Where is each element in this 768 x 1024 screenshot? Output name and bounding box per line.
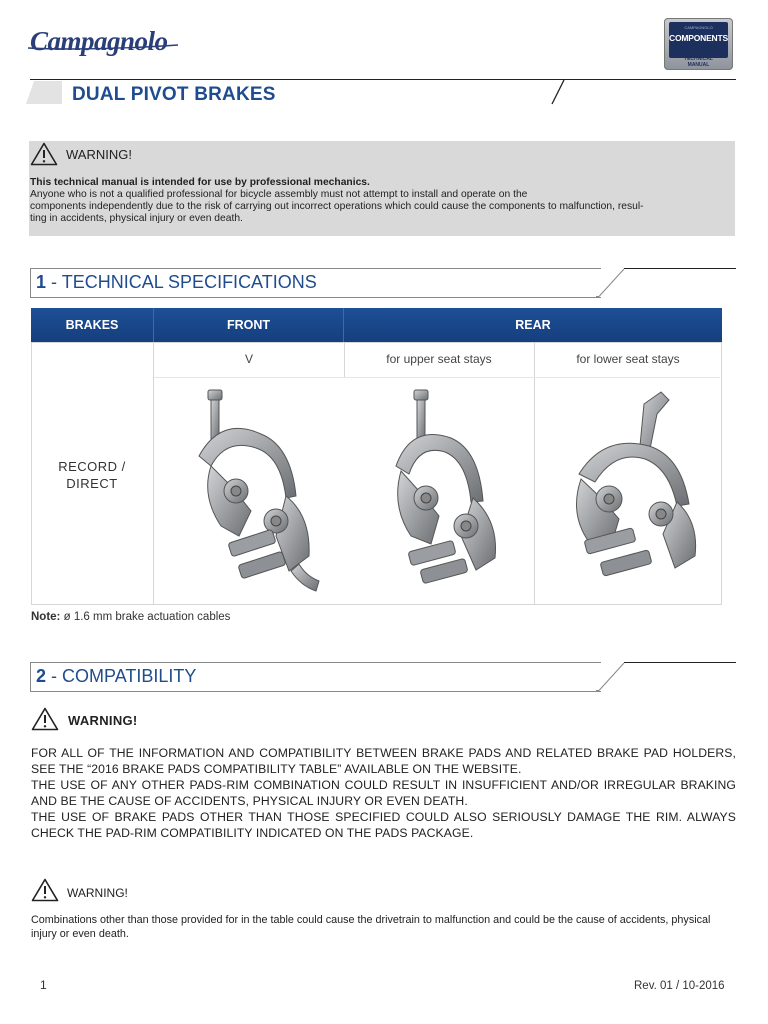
subheader-front: V bbox=[244, 352, 253, 366]
logo-swoosh bbox=[28, 44, 178, 52]
warning-title: WARNING! bbox=[67, 886, 128, 900]
section-heading-line bbox=[596, 268, 736, 298]
note: Note: ø 1.6 mm brake actuation cables bbox=[31, 611, 231, 623]
section-heading-line bbox=[596, 662, 736, 692]
specifications-table bbox=[31, 308, 722, 605]
warning-triangle-icon bbox=[31, 878, 59, 902]
warning-triangle-icon bbox=[31, 707, 59, 731]
warning-title: WARNING! bbox=[68, 713, 138, 728]
compatibility-warning-text: FOR ALL OF THE INFORMATION AND COMPATIBILITY BETWEEN BRAKE PADS AND RELATED BRAKE PAD HOLDERS, SEE THE “2016 BRAKE PADS COMPATIBILITY TABLE” AVAILABLE ON THE WEBSITE. THE USE OF ANY OTHER PADS-RIM COMBINATION COULD RESULT IN INSUFFICIENT AND/OR IRREGULAR BRAKING AND BE THE CAUSE OF ACCIDENTS, PHYSICAL INJURY OR EVEN DEATH. THE USE OF BRAKE PADS OTHER THAN THOSE SPECIFIED COULD ALSO SERIOUSLY DAMAGE THE RIM. ALWAYS CHECK THE PAD-RIM COMPATIBILITY INDICATED ON THE PADS PACKAGE. bbox=[31, 746, 736, 840]
warning-title: WARNING! bbox=[66, 147, 132, 162]
rear-lower-brake-image bbox=[549, 384, 709, 598]
warning-triangle-icon bbox=[30, 142, 58, 166]
rear-upper-brake-image bbox=[361, 386, 511, 598]
row-label-record-direct: RECORD / DIRECT bbox=[58, 459, 126, 491]
subheader-rear-lower: for lower seat stays bbox=[576, 352, 680, 366]
header-rear: REAR bbox=[515, 318, 551, 332]
section-heading-compatibility: 2 - COMPATIBILITY bbox=[30, 662, 736, 692]
components-technical-manual-badge: CAMPAGNOLO COMPONENTS TECHNICAL MANUAL bbox=[664, 18, 733, 70]
header-front: FRONT bbox=[154, 308, 344, 342]
subheader-rear-upper: for upper seat stays bbox=[386, 352, 492, 366]
campagnolo-logo: Campagnolo bbox=[30, 26, 168, 56]
header-rule bbox=[30, 79, 736, 80]
page-number: 1 bbox=[40, 978, 47, 992]
title-tab-decoration bbox=[26, 81, 62, 104]
header-brakes: BRAKES bbox=[31, 308, 154, 342]
table-header-row bbox=[31, 308, 722, 342]
revision-label: Rev. 01 / 10-2016 bbox=[634, 980, 725, 992]
warning-text: This technical manual is intended for use by professional mechanics. Anyone who is not a qualified professional for bicycle assembly must not attempt to install and operate on the components independently due to the risk of carrying out incorrect operations which could cause the components to malfunction, resul- ting in accidents, physical injury or even death. bbox=[30, 177, 644, 224]
title-slash-decoration bbox=[550, 79, 566, 105]
section-heading-technical-specifications: 1 - TECHNICAL SPECIFICATIONS bbox=[30, 268, 736, 298]
warning-text: Combinations other than those provided for in the table could cause the drivetrain to malfunction and could be the cause of accidents, physical injury or even death. bbox=[31, 914, 711, 940]
front-brake-image bbox=[181, 386, 331, 598]
page-title: DUAL PIVOT BRAKES bbox=[72, 84, 276, 105]
